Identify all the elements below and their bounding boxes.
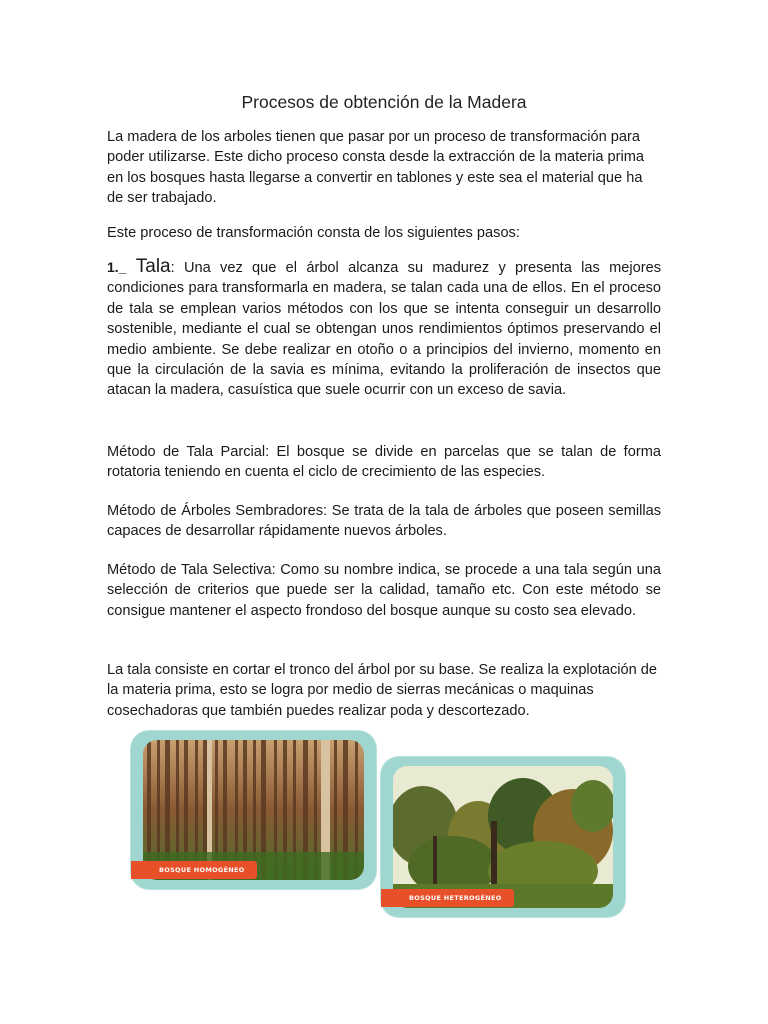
tala-parcial-paragraph: Método de Tala Parcial: El bosque se divide en parcelas que se talan de forma rotatoria teniendo en cuenta el ciclo de crecimiento de las especies. <box>107 444 661 481</box>
tala-selectiva-paragraph: Método de Tala Selectiva: Como su nombre indica, se procede a una tala según una selección de criterios que puede ser la calidad, tamaño etc. Con este método se consigue mantener el aspecto frondoso del bosque aunque su costo sea elevado. <box>107 562 661 619</box>
homogeneous-forest-illustration <box>143 740 364 880</box>
heterogeneous-forest-illustration <box>393 766 613 908</box>
forest-heterogeneous-caption: BOSQUE HETEROGÉNEO <box>381 889 514 907</box>
forest-homogeneous-photo <box>143 740 364 880</box>
intro-paragraph: La madera de los arboles tienen que pasar por un proceso de transformación para poder utilizarse. Este dicho proceso consta desde la extracción de la materia prima en los bosques hasta llegarse a convertir en tablones y este sea el material que ha de ser trabajado. <box>107 129 645 207</box>
step1-paragraph <box>107 257 661 401</box>
forest-heterogeneous-photo <box>393 766 613 908</box>
forest-homogeneous-card <box>131 731 376 889</box>
arboles-sembradores-paragraph: Método de Árboles Sembradores: Se trata de la tala de árboles que poseen semillas capaces de desarrollar rápidamente nuevos árboles. <box>107 503 661 540</box>
forest-homogeneous-caption: BOSQUE HOMOGÉNEO <box>131 861 257 879</box>
step1-title: Tala <box>135 256 171 277</box>
step1-text: : Una vez que el árbol alcanza su madurez y presenta las mejores condiciones para transformarla en madera, se talan cada una de ellos. En el proceso de tala se emplean varios métodos con los que se intenta conseguir un desarrollo sostenible, mediante el cual se obtengan unos rendimientos óptimos preservando el medio ambiente. Se debe realizar en otoño o a principios del invierno, momento en que la circulación de la savia es mínima, evitando la proliferación de insectos que atacan la madera, casuística que suele ocurrir con un exceso de savia. <box>107 260 661 399</box>
steps-intro-paragraph: Este proceso de transformación consta de los siguientes pasos: <box>107 225 520 241</box>
page-title: Procesos de obtención de la Madera <box>241 92 527 112</box>
tala-consiste-paragraph: La tala consiste en cortar el tronco del árbol por su base. Se realiza la explotación de la materia prima, esto se logra por medio de sierras mecánicas o maquinas cosechadoras que también puedes realizar poda y descortezado. <box>107 662 658 719</box>
step1-number: 1._ <box>107 259 127 275</box>
forest-heterogeneous-card <box>381 757 625 917</box>
